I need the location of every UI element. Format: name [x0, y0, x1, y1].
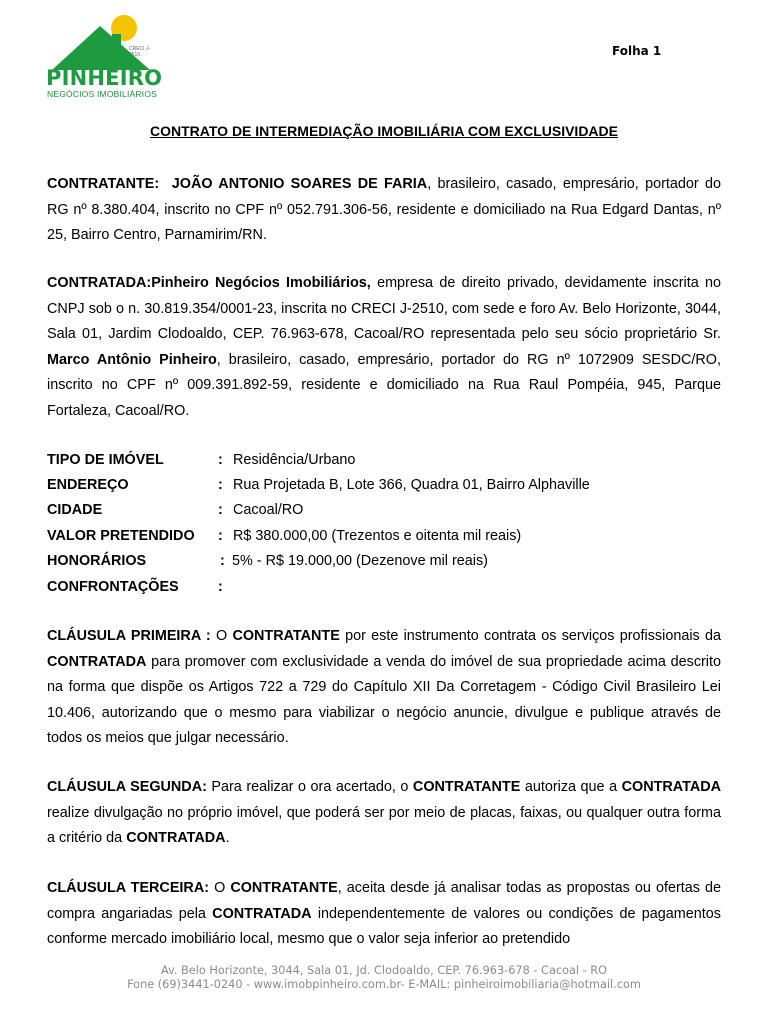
property-label: ENDEREÇO	[47, 477, 129, 493]
property-colon: :	[218, 452, 223, 468]
clause-bold: CONTRATANTE	[232, 628, 340, 644]
contratada-label: CONTRATADA:	[47, 275, 152, 291]
property-value: Cacoal/RO	[233, 502, 304, 518]
property-colon: :	[218, 579, 223, 595]
property-row-address	[47, 473, 727, 498]
contratada-text-1: empresa de direito privado, devidamente inscrita no CNPJ sob o n. 30.819.354/0001-23, inscrita no CRECI J-2510, com sede e foro Av. Belo Horizonte, 3044, Sala 01, Jardim Clodoaldo, CEP. 76.963-678, Cacoal/RO representada pelo seu sócio proprietário Sr.	[47, 275, 721, 342]
property-value: 5% - R$ 19.000,00 (Dezenove mil reais)	[232, 553, 488, 569]
clause-bold: CONTRATADA	[126, 830, 226, 846]
clause-text: , aceita desde já analisar todas as propostas ou ofertas de compra angariadas pela	[47, 880, 722, 922]
clause-bold: CONTRATADA	[621, 779, 721, 795]
property-label: HONORÁRIOS	[47, 553, 147, 569]
contratada-name: Pinheiro Negócios Imobiliários,	[151, 275, 371, 291]
property-colon: :	[218, 528, 223, 544]
property-colon: :	[220, 553, 225, 569]
logo-subtitle: NEGÓCIOS IMOBILIÁRIOS	[47, 89, 157, 99]
clause-bold: CONTRATADA	[47, 653, 147, 670]
property-row-boundaries	[47, 575, 727, 600]
company-logo	[46, 12, 163, 99]
clause-text: O	[209, 880, 231, 896]
clause-text: por este instrumento contrata os serviços profissionais da	[339, 628, 721, 644]
property-label: VALOR PRETENDIDO	[47, 528, 195, 544]
clause-bold: CONTRATANTE	[230, 880, 338, 896]
clause-first	[47, 624, 721, 752]
property-label: CIDADE	[47, 502, 103, 518]
clause-bold: CONTRATADA	[212, 905, 312, 922]
document-title: CONTRATO DE INTERMEDIAÇÃO IMOBILIÁRIA COM EXCLUSIVIDADE	[150, 123, 618, 139]
property-row-type	[47, 448, 727, 473]
contratante-name: JOÃO ANTONIO SOARES DE FARIA	[171, 176, 428, 192]
contratante-paragraph	[47, 172, 721, 249]
sheet-number: Folha 1	[612, 44, 662, 58]
clause-text: Para realizar o ora acertado, o	[206, 779, 413, 795]
clause-label: CLÁUSULA PRIMEIRA :	[47, 628, 211, 644]
clause-second	[47, 775, 721, 852]
clause-text: independentemente de valores ou condições de pagamentos conforme mercado imobiliário local, mesmo que o valor seja inferior ao pretendido	[47, 905, 721, 947]
clause-text: autoriza que a	[520, 779, 622, 795]
logo-creci-text: CRECI J-2510	[129, 46, 151, 58]
property-value: R$ 380.000,00 (Trezentos e oitenta mil reais)	[233, 528, 522, 544]
clause-label: CLÁUSULA SEGUNDA:	[47, 779, 207, 795]
property-row-price	[47, 524, 727, 549]
contratada-text-2: , brasileiro, casado, empresário, portador do RG nº 1072909 SESDC/RO, inscrito no CPF nº 009.391.892-59, residente e domiciliado na Rua Raul Pompéia, 945, Parque Fortaleza, Cacoal/RO.	[47, 351, 721, 419]
property-row-fees	[47, 549, 727, 574]
contratada-paragraph	[47, 271, 721, 424]
property-colon: :	[218, 477, 223, 493]
property-label: CONFRONTAÇÕES	[47, 579, 179, 595]
clause-bold: CONTRATANTE	[412, 779, 521, 795]
clause-text: realize divulgação no próprio imóvel, que poderá ser por meio de placas, faixas, ou qualquer outra forma a critério da	[47, 804, 721, 846]
logo-name: PINHEIRO	[46, 66, 163, 90]
contratada-representative: Marco Antônio Pinheiro	[47, 351, 217, 368]
clause-text: O	[210, 628, 233, 644]
footer-contact: Fone (69)3441-0240 - www.imobpinheiro.com.br- E-MAIL: pinheiroimobiliaria@hotmail.com	[127, 978, 641, 991]
clause-text: .	[225, 830, 230, 846]
footer-address: Av. Belo Horizonte, 3044, Sala 01, Jd. Clodoaldo, CEP. 76.963-678 - Cacoal - RO	[160, 964, 608, 977]
property-label: TIPO DE IMÓVEL	[47, 452, 164, 468]
property-row-city	[47, 498, 727, 523]
property-value: Residência/Urbano	[233, 452, 356, 468]
contratante-label: CONTRATANTE:	[47, 176, 160, 192]
house-sun-logo-icon	[46, 12, 158, 72]
clause-third	[47, 876, 721, 953]
contratante-text: , brasileiro, casado, empresário, portador do RG nº 8.380.404, inscrito no CPF nº 052.791.306-56, residente e domiciliado na Rua Edgard Dantas, nº 25, Bairro Centro, Parnamirim/RN.	[47, 176, 721, 243]
clause-text: para promover com exclusividade a venda do imóvel de sua propriedade acima descrito na forma que dispõe os Artigos 722 a 729 do Capítulo XII Da Corretagem - Código Civil Brasileiro Lei 10.406, autorizando que o mesmo para viabilizar o negócio anuncie, divulgue e publique através de todos os meios que julgar necessário.	[47, 653, 721, 746]
property-value: Rua Projetada B, Lote 366, Quadra 01, Bairro Alphaville	[233, 477, 590, 493]
clause-label: CLÁUSULA TERCEIRA:	[47, 880, 210, 896]
property-colon: :	[218, 502, 223, 518]
